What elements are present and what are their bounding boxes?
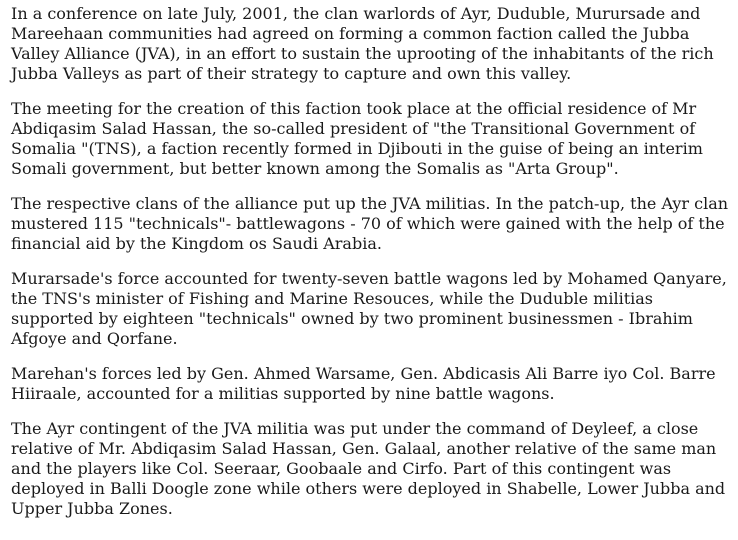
paragraph-ayr-contingent: The Ayr contingent of the JVA militia was put under the command of Deyleef, a close relative of Mr. Abdiqasim Salad Hassan, Gen. Galaal, another relative of the same man and the players like Col. Seeraar, Goobaale and Cirfo. Part of this contingent was deployed in Balli Doogle zone while others were deployed in Shabelle, Lower Jubba and Upper Jubba Zones. — [11, 419, 726, 518]
paragraph-militias: The respective clans of the alliance put up the JVA militias. In the patch-up, the Ayr clan mustered 115 "technicals"- battlewagons - 70 of which were gained with the help of the financial aid by the Kingdom os Saudi Arabia. — [11, 194, 729, 253]
paragraph-marehan: Marehan's forces led by Gen. Ahmed Warsame, Gen. Abdicasis Ali Barre iyo Col. Barre Hiiraale, accounted for a militias supported by nine battle wagons. — [11, 364, 716, 403]
paragraph-murarsade: Murarsade's force accounted for twenty-seven battle wagons led by Mohamed Qanyare, the TNS's minister of Fishing and Marine Resouces, while the Duduble militias supported by eighteen "technicals" owned by two prominent businessmen - Ibrahim Afgoye and Qorfane. — [11, 269, 727, 348]
paragraph-conference: In a conference on late July, 2001, the clan warlords of Ayr, Duduble, Murursade and Mareehaan communities had agreed on forming a common faction called the Jubba Valley Alliance (JVA), in an effort to sustain the uprooting of the inhabitants of the rich Jubba Valleys as part of their strategy to capture and own this valley. — [11, 4, 714, 83]
paragraph-meeting: The meeting for the creation of this faction took place at the official residence of Mr Abdiqasim Salad Hassan, the so-called president of "the Transitional Government of Somalia "(TNS), a faction recently formed in Djibouti in the guise of being an interim Somali government, but better known among the Somalis as "Arta Group". — [11, 99, 703, 178]
